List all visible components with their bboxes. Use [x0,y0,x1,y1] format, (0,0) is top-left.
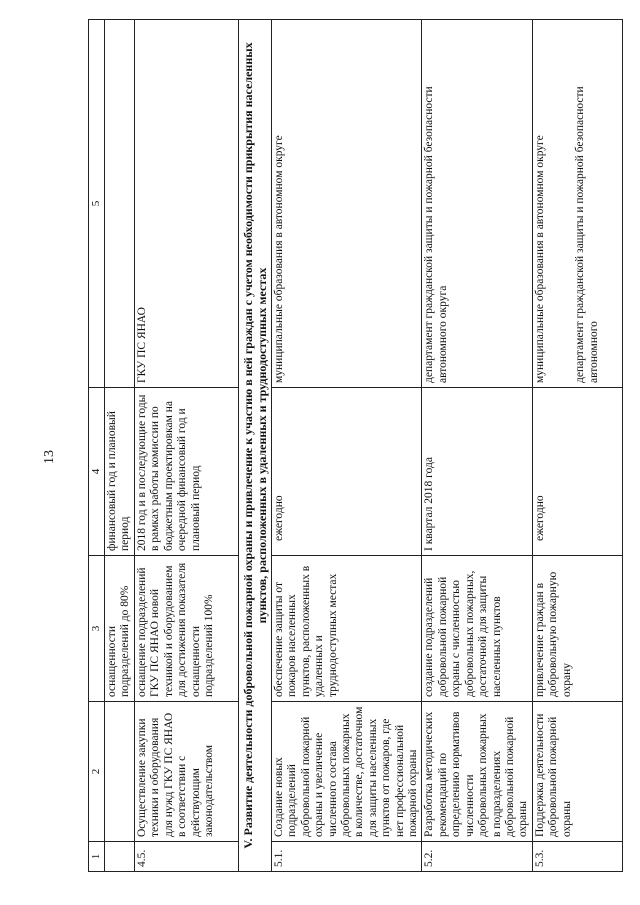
table-row [272,20,422,872]
col-header-5: 5 [89,20,105,388]
indicator-cell: создание подразделений добровольной пожарной охраны с численностью добровольных пожарных, достаточной для защиты населенных пунктов [422,556,532,702]
indicator-cell: оснащение подразделений ГКУ ПС ЯНАО новой техникой и оборудованием для достижения показателя оснащенности подразделений 100% [135,556,239,702]
row-number: 5.1. [272,842,422,872]
row-number [105,842,135,872]
plan-table [88,19,623,872]
responsible-cell: департамент гражданской защиты и пожарной безопасности автономного округа [422,20,532,388]
indicator-cell: обеспечение защиты от пожаров населенных пунктов, расположенных в удаленных и труднодоступных местах [272,556,422,702]
responsible-cell [532,20,622,388]
responsible-cell [105,20,135,388]
deadline-cell: I квартал 2018 года [422,388,532,556]
responsible-cell: ГКУ ПС ЯНАО [135,20,239,388]
page-number: 13 [42,450,57,464]
col-header-2: 2 [89,702,105,842]
table-row [422,20,532,872]
table-row [532,20,622,872]
deadline-cell: финансовый год и плановый период [105,388,135,556]
deadline-cell: 2018 год и в последующие годы в рамках работы комиссии по бюджетным проектировкам на очередной финансовый год и плановый период [135,388,239,556]
indicator-cell: оснащенности подразделений до 80% [105,556,135,702]
measure-cell: Осуществление закупки техники и оборудования для нужд ГКУ ПС ЯНАО в соответствии с действующим законодательством [135,702,239,842]
measure-cell: Поддержка деятельности добровольной пожарной охраны [532,702,622,842]
section-heading: V. Развитие деятельности добровольной пожарной охраны и привлечение к участию в ней граждан с учетом необходимости прикрытия населенных пунктов, расположенных в удаленных и труднодоступных местах [239,20,272,872]
col-header-1: 1 [89,842,105,872]
table-row [135,20,239,872]
deadline-cell: ежегодно [532,388,622,556]
measure-cell: Разработка методических рекомендаций по определению нормативов численности добровольных пожарных в подразделениях добровольной пожарной охраны [422,702,532,842]
responsible-line: муниципальные образования в автономном округе [533,135,546,383]
row-number: 4.5. [135,842,239,872]
header-row [89,20,105,872]
deadline-cell: ежегодно [272,388,422,556]
measure-cell: Создание новых подразделений добровольной пожарной охраны и увеличение численного состава добровольных пожарных в количестве, достаточном для защиты населенных пунктов от пожаров, где нет профессиональной пожарной охраны [272,702,422,842]
row-number: 5.3. [532,842,622,872]
col-header-4: 4 [89,388,105,556]
rotated-page [88,20,610,872]
col-header-3: 3 [89,556,105,702]
measure-cell [105,702,135,842]
indicator-cell: привлечение граждан в добровольную пожарную охрану [532,556,622,702]
responsible-line: департамент гражданской защиты и пожарной безопасности автономного [574,86,600,383]
responsible-cell: муниципальные образования в автономном округе [272,20,422,388]
table-row [105,20,135,872]
row-number: 5.2. [422,842,532,872]
section-row [239,20,272,872]
